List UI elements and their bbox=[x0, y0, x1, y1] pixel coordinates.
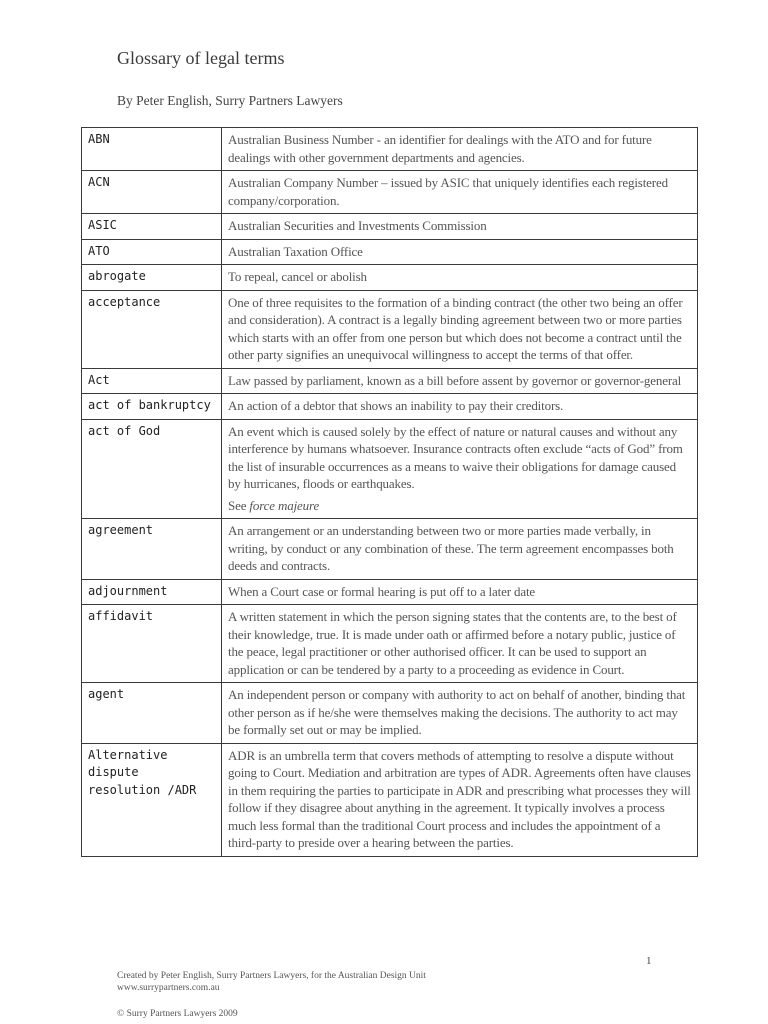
table-row bbox=[82, 265, 698, 291]
glossary-definition: Australian Business Number - an identifier for dealings with the ATO and for future dealings with other government departments and agencies. bbox=[222, 128, 698, 171]
glossary-definition: Law passed by parliament, known as a bill before assent by governor or governor-general bbox=[222, 368, 698, 394]
glossary-definition: Australian Company Number – issued by ASIC that uniquely identifies each registered company/corporation. bbox=[222, 171, 698, 214]
glossary-definition: Australian Securities and Investments Commission bbox=[222, 214, 698, 240]
page-number: 1 bbox=[646, 955, 652, 967]
see-also-reference: force majeure bbox=[249, 497, 320, 513]
glossary-term: agreement bbox=[82, 519, 222, 580]
table-row bbox=[82, 239, 698, 265]
glossary-term: ACN bbox=[82, 171, 222, 214]
glossary-term: agent bbox=[82, 683, 222, 744]
glossary-definition: An independent person or company with authority to act on behalf of another, binding that other person as if he/she were themselves making the decisions. The authority to act may be formally set out or may be implied. bbox=[222, 683, 698, 744]
table-row bbox=[82, 171, 698, 214]
table-row bbox=[82, 290, 698, 368]
glossary-term: acceptance bbox=[82, 290, 222, 368]
table-row bbox=[82, 419, 698, 519]
glossary-table bbox=[81, 127, 698, 857]
table-row bbox=[82, 743, 698, 856]
table-row bbox=[82, 579, 698, 605]
glossary-term: ASIC bbox=[82, 214, 222, 240]
glossary-definition: An event which is caused solely by the effect of nature or natural causes and without any interference by humans whatsoever. Insurance contracts often exclude “acts of God” from the list of insurable occurrences as a means to waive their obligations for damage caused by hurricanes, floods or earthquakes. bbox=[228, 423, 683, 491]
footer-credit: Created by Peter English, Surry Partners Lawyers, for the Australian Design Unit bbox=[117, 971, 426, 981]
see-prefix: See bbox=[228, 497, 250, 513]
glossary-definition: An action of a debtor that shows an inability to pay their creditors. bbox=[222, 394, 698, 420]
table-row bbox=[82, 128, 698, 171]
glossary-definition: A written statement in which the person signing states that the contents are, to the best of their knowledge, true. It is made under oath or affirmed before a notary public, justice of the peace, legal practitioner or other authorised officer. It can be used to support an application or can be tendered by a party to a proceeding as evidence in Court. bbox=[222, 605, 698, 683]
glossary-term: Act bbox=[82, 368, 222, 394]
page-title: Glossary of legal terms bbox=[117, 48, 285, 68]
table-row bbox=[82, 683, 698, 744]
glossary-definition: When a Court case or formal hearing is put off to a later date bbox=[222, 579, 698, 605]
table-row bbox=[82, 368, 698, 394]
footer-website-link[interactable]: www.surrypartners.com.au bbox=[117, 983, 220, 993]
glossary-term: Alternative dispute resolution /ADR bbox=[82, 743, 222, 856]
footer-copyright: © Surry Partners Lawyers 2009 bbox=[117, 1009, 238, 1019]
byline: By Peter English, Surry Partners Lawyers bbox=[117, 93, 343, 108]
table-row bbox=[82, 605, 698, 683]
table-row bbox=[82, 214, 698, 240]
glossary-term: ABN bbox=[82, 128, 222, 171]
table-row bbox=[82, 519, 698, 580]
glossary-term: affidavit bbox=[82, 605, 222, 683]
glossary-term: act of God bbox=[82, 419, 222, 519]
table-row bbox=[82, 394, 698, 420]
glossary-term: abrogate bbox=[82, 265, 222, 291]
glossary-definition: One of three requisites to the formation of a binding contract (the other two being an offer and consideration). A contract is a legally binding agreement between two or more parties which starts with an offer from one person but which does not become a contract until the other party signifies an unequivocal willingness to accept the terms of that offer. bbox=[222, 290, 698, 368]
glossary-definition: An arrangement or an understanding between two or more parties made verbally, in writing, by conduct or any combination of these. The term agreement encompasses both deeds and contracts. bbox=[222, 519, 698, 580]
glossary-definition: Australian Taxation Office bbox=[222, 239, 698, 265]
glossary-definition: ADR is an umbrella term that covers methods of attempting to resolve a dispute without going to Court. Mediation and arbitration are types of ADR. Agreements often have clauses in them requiring the parties to participate in ADR and prescribing what processes they will follow if they disagree about anything in the agreement. It typically involves a process much less formal than the traditional Court process and includes the appointment of a third-party to preside over a hearing between the parties. bbox=[222, 743, 698, 856]
glossary-definition: To repeal, cancel or abolish bbox=[222, 265, 698, 291]
footer bbox=[117, 970, 426, 1020]
glossary-definition-cell bbox=[222, 419, 698, 519]
glossary-term: act of bankruptcy bbox=[82, 394, 222, 420]
glossary-term: ATO bbox=[82, 239, 222, 265]
see-also bbox=[228, 497, 691, 515]
glossary-term: adjournment bbox=[82, 579, 222, 605]
